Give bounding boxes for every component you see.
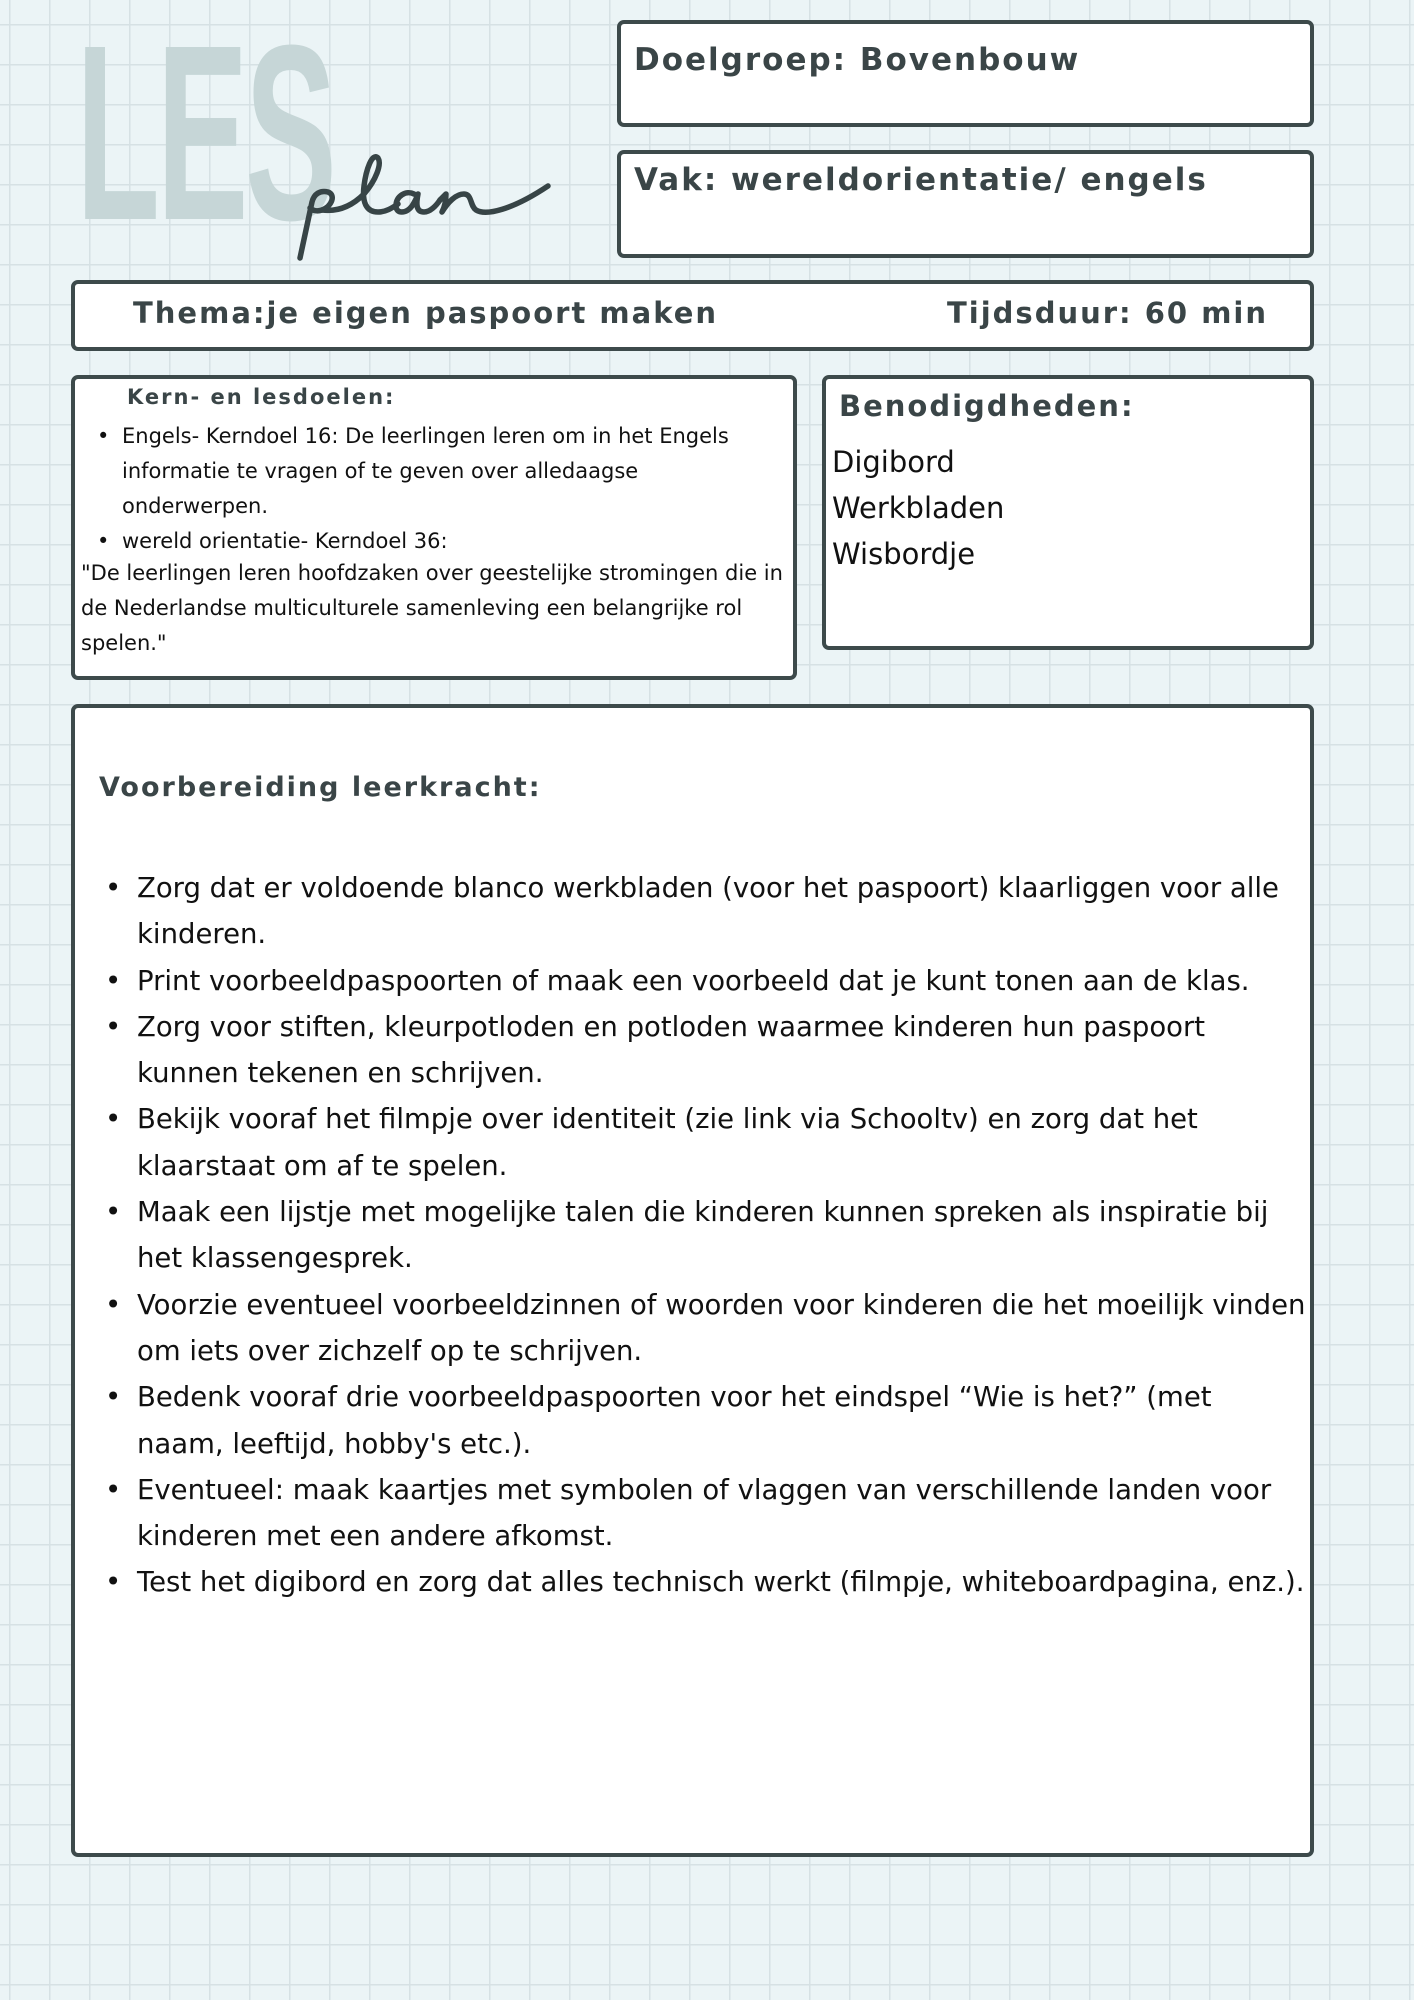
benodigdheden-box — [822, 375, 1314, 650]
kerndoelen-heading: Kern- en lesdoelen: — [127, 385, 396, 409]
kerndoelen-box — [71, 375, 797, 680]
list-item-text: Zorg dat er voldoende blanco werkbladen (voor het paspoort) klaarliggen voor alle kinderen. — [137, 872, 1279, 951]
bullet-icon: • — [105, 1566, 122, 1599]
list-item: Wisbordje — [832, 537, 976, 571]
voorbereiding-box — [71, 704, 1314, 1857]
list-item — [75, 1374, 1310, 1467]
list-item-text: Bekijk vooraf het filmpje over identiteit (zie link via Schooltv) en zorg dat het klaarstaat om af te spelen. — [137, 1103, 1198, 1182]
benodigdheden-heading: Benodigdheden: — [839, 389, 1135, 423]
thema-label: Thema:je eigen paspoort maken — [133, 296, 719, 330]
list-item-text: wereld orientatie- Kerndoel 36: — [122, 529, 448, 553]
bullet-icon: • — [105, 964, 122, 997]
list-item — [75, 1559, 1310, 1605]
list-item: Werkbladen — [832, 491, 1005, 525]
logo-plan-script — [286, 150, 556, 268]
list-item-text: Test het digibord en zorg dat alles technisch werkt (filmpje, whiteboardpagina, enz.). — [137, 1566, 1305, 1599]
list-item — [75, 958, 1310, 1004]
list-item-text: Maak een lijstje met mogelijke talen die kinderen kunnen spreken als inspiratie bij het klassengesprek. — [137, 1196, 1269, 1275]
tijdsduur-label: Tijdsduur: 60 min — [947, 296, 1268, 330]
voorbereiding-list — [75, 865, 1310, 1606]
bullet-icon: • — [105, 1196, 122, 1229]
thema-box — [71, 280, 1314, 351]
list-item — [75, 1189, 1310, 1282]
list-item-text: Voorzie eventueel voorbeeldzinnen of woorden voor kinderen die het moeilijk vinden om iets over zichzelf op te schrijven. — [137, 1288, 1306, 1367]
list-item — [75, 1467, 1310, 1560]
list-item — [75, 1004, 1310, 1097]
bullet-icon: • — [105, 872, 122, 904]
vak-box — [617, 150, 1314, 258]
logo-les-text: LES — [76, 0, 334, 272]
vak-label: Vak: wereldorientatie/ engels — [634, 162, 1208, 198]
bullet-icon: • — [97, 529, 110, 553]
bullet-icon: • — [105, 1473, 122, 1506]
list-item-text: Engels- Kerndoel 16: De leerlingen leren om in het Engels informatie te vragen of te geven over alledaagse onderwerpen. — [122, 424, 729, 518]
list-item — [75, 1096, 1310, 1189]
kerndoelen-list — [75, 419, 793, 559]
list-item — [75, 865, 1310, 958]
bullet-icon: • — [105, 1103, 122, 1136]
list-item — [75, 524, 793, 559]
bullet-icon: • — [97, 424, 110, 448]
doelgroep-box — [617, 20, 1314, 127]
kerndoel-quote: "De leerlingen leren hoofdzaken over geestelijke stromingen die in de Nederlandse multiculturele samenleving een belangrijke rol spelen." — [81, 561, 783, 655]
voorbereiding-heading: Voorbereiding leerkracht: — [99, 772, 542, 803]
doelgroep-label: Doelgroep: Bovenbouw — [634, 42, 1081, 78]
bullet-icon: • — [105, 1288, 122, 1321]
benodigdheden-list — [832, 439, 1004, 577]
list-item-text: Eventueel: maak kaartjes met symbolen of vlaggen van verschillende landen voor kinderen met een andere afkomst. — [137, 1473, 1272, 1553]
list-item-text: Bedenk vooraf drie voorbeeldpaspoorten voor het eindspel “Wie is het?” (met naam, leeftijd, hobby's etc.). — [137, 1381, 1212, 1460]
list-item — [75, 1282, 1310, 1375]
bullet-icon: • — [105, 1010, 122, 1043]
list-item — [75, 419, 793, 524]
bullet-icon: • — [105, 1381, 122, 1414]
list-item-text: Zorg voor stiften, kleurpotloden en potloden waarmee kinderen hun paspoort kunnen tekenen en schrijven. — [137, 1010, 1206, 1090]
list-item-text: Print voorbeeldpaspoorten of maak een voorbeeld dat je kunt tonen aan de klas. — [137, 964, 1250, 997]
list-item: Digibord — [832, 445, 955, 479]
